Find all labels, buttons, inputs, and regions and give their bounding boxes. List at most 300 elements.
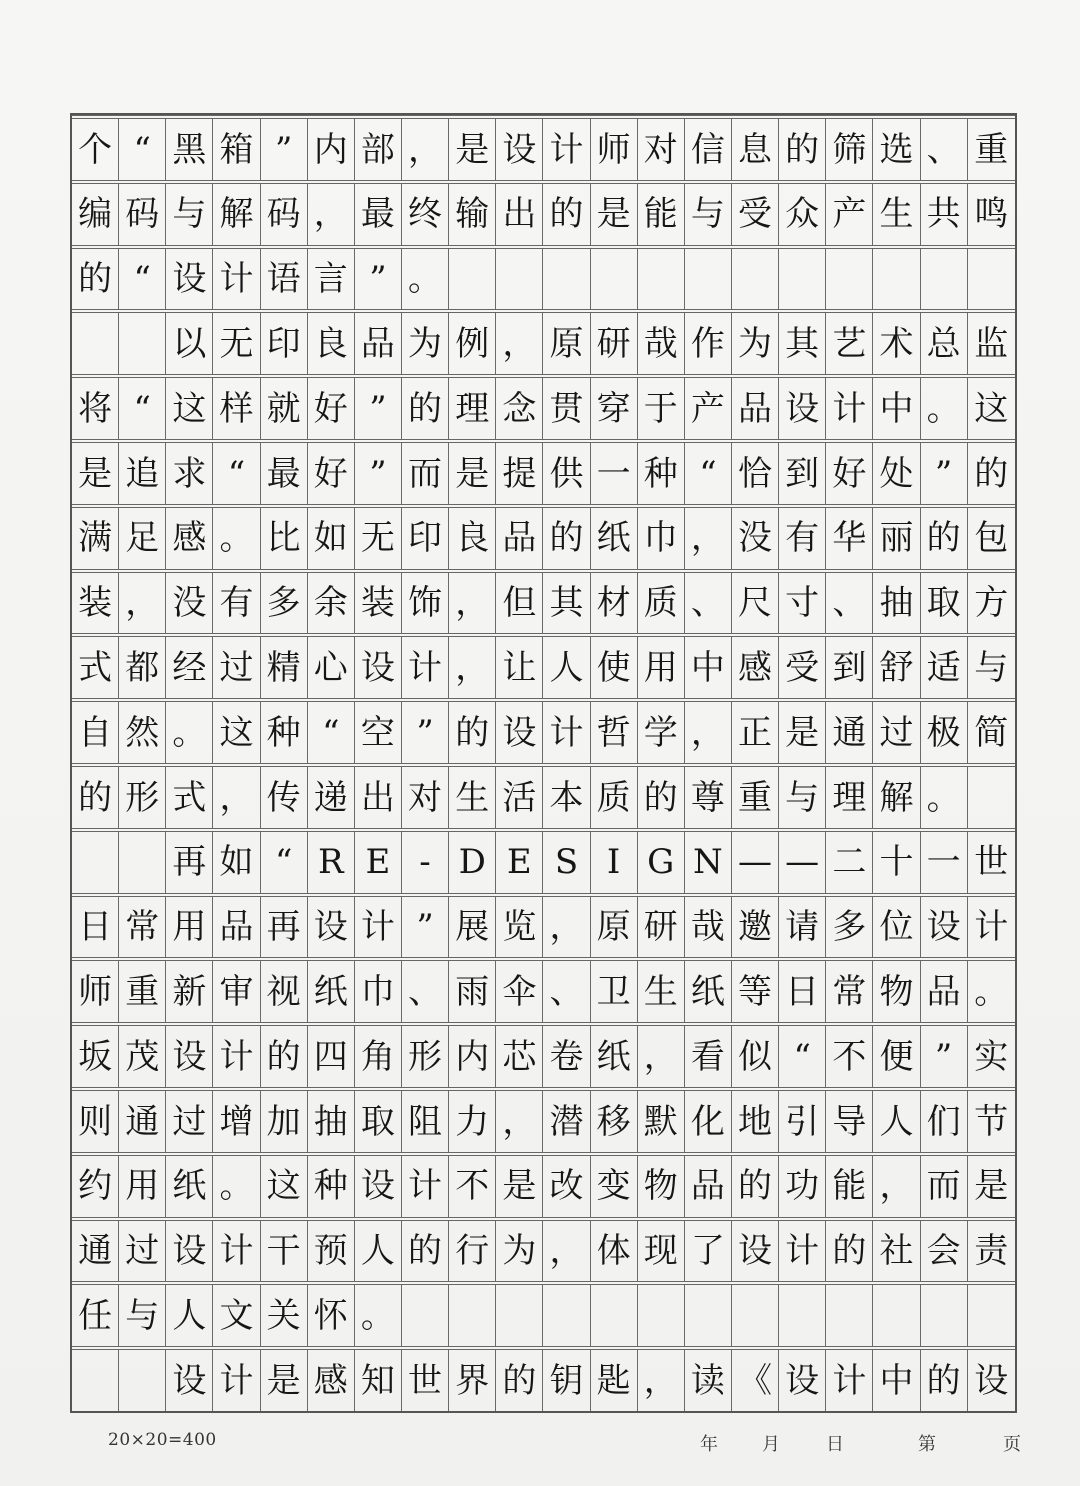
grid-cell: I	[591, 832, 638, 893]
grid-cell: 没	[732, 508, 779, 569]
grid-cell: 的	[826, 1221, 873, 1282]
grid-cell: 二	[826, 832, 873, 893]
grid-cell: ”	[402, 702, 449, 763]
grid-cell: 好	[826, 443, 873, 504]
grid-cell: S	[543, 832, 590, 893]
grid-cell: 心	[308, 637, 355, 698]
grid-cell	[119, 1350, 166, 1411]
grid-cell: 于	[638, 378, 685, 439]
grid-cell: 的	[543, 184, 590, 245]
grid-cell: 干	[261, 1221, 308, 1282]
grid-cell: 邀	[732, 897, 779, 958]
grid-cell: 信	[685, 119, 732, 180]
grid-cell: 哉	[638, 313, 685, 374]
grid-cell: 。	[921, 767, 968, 828]
grid-cell: 、	[543, 961, 590, 1022]
grid-cell: 为	[732, 313, 779, 374]
grid-cell: 研	[638, 897, 685, 958]
grid-cell: 设	[496, 119, 543, 180]
grid-row	[72, 763, 1015, 828]
grid-cell: 体	[591, 1221, 638, 1282]
grid-cell: 感	[308, 1350, 355, 1411]
row-cells	[72, 1091, 1015, 1152]
grid-cell: ，	[402, 119, 449, 180]
grid-cell: 术	[873, 313, 920, 374]
grid-cell: 抽	[873, 573, 920, 634]
grid-cell: 装	[355, 573, 402, 634]
grid-cell	[638, 249, 685, 310]
grid-cell	[921, 1285, 968, 1346]
grid-cell: 恰	[732, 443, 779, 504]
grid-cell: 良	[449, 508, 496, 569]
grid-cell: 饰	[402, 573, 449, 634]
grid-row	[72, 893, 1015, 958]
grid-cell: 取	[921, 573, 968, 634]
grid-cell: 计	[402, 637, 449, 698]
grid-cell: 是	[591, 184, 638, 245]
grid-cell: 良	[308, 313, 355, 374]
grid-cell: 产	[685, 378, 732, 439]
grid-cell: 再	[166, 832, 213, 893]
grid-cell: ，	[308, 184, 355, 245]
grid-cell: 言	[308, 249, 355, 310]
grid-cell: 出	[355, 767, 402, 828]
grid-cell: 设	[166, 249, 213, 310]
grid-cell: ”	[355, 249, 402, 310]
grid-cell: 内	[449, 1026, 496, 1087]
grid-cell: 感	[166, 508, 213, 569]
grid-cell: 如	[308, 508, 355, 569]
grid-cell: 其	[779, 313, 826, 374]
grid-cell: 本	[543, 767, 590, 828]
grid-cell: 节	[974, 1101, 1009, 1142]
grid-cell: 筛	[826, 119, 873, 180]
grid-cell: 审	[213, 961, 260, 1022]
grid-cell: 质	[638, 573, 685, 634]
grid-cell: 没	[166, 573, 213, 634]
grid-cell: ，	[213, 767, 260, 828]
grid-cell: 都	[119, 637, 166, 698]
grid-cell: 四	[308, 1026, 355, 1087]
grid-cell: 形	[402, 1026, 449, 1087]
grid-cell	[543, 249, 590, 310]
grid-cell: 最	[261, 443, 308, 504]
grid-cell: 递	[308, 767, 355, 828]
grid-cell: 纸	[308, 961, 355, 1022]
grid-cell: 产	[826, 184, 873, 245]
grid-cell: 比	[261, 508, 308, 569]
grid-cell: 设	[496, 702, 543, 763]
grid-cell	[72, 1350, 119, 1411]
grid-cell: 这	[974, 388, 1009, 429]
grid-cell: 方	[974, 583, 1009, 624]
grid-cell	[968, 249, 1015, 310]
grid-cell: 师	[591, 119, 638, 180]
grid-row	[72, 374, 1015, 439]
grid-cell: 这	[166, 378, 213, 439]
grid-count-label: 20×20=400	[108, 1430, 217, 1450]
grid-cell: 以	[166, 313, 213, 374]
grid-cell: R	[308, 832, 355, 893]
grid-cell: 有	[213, 573, 260, 634]
grid-cell: 约	[72, 1156, 119, 1217]
grid-cell: 是	[779, 702, 826, 763]
grid-cell: 通	[119, 1091, 166, 1152]
grid-cell: 多	[261, 573, 308, 634]
grid-cell: 看	[685, 1026, 732, 1087]
grid-cell: 这	[261, 1156, 308, 1217]
grid-cell: 的	[732, 1156, 779, 1217]
grid-cell: ，	[638, 1026, 685, 1087]
grid-cell: 足	[119, 508, 166, 569]
grid-cell: 一	[591, 443, 638, 504]
grid-cell: 印	[261, 313, 308, 374]
grid-cell: 将	[72, 378, 119, 439]
grid-cell: 现	[638, 1221, 685, 1282]
grid-cell: 。	[402, 249, 449, 310]
grid-cell: 好	[308, 443, 355, 504]
grid-cell: 品	[685, 1156, 732, 1217]
grid-cell: 的	[261, 1026, 308, 1087]
row-cells	[72, 1221, 1015, 1282]
grid-cell: 。	[355, 1285, 402, 1346]
grid-cell: 。	[166, 702, 213, 763]
grid-cell: 适	[921, 637, 968, 698]
grid-cell: 的	[402, 1221, 449, 1282]
grid-cell: 质	[591, 767, 638, 828]
grid-cell: 移	[591, 1091, 638, 1152]
grid-cell: “	[119, 119, 166, 180]
grid-cell: 人	[873, 1091, 920, 1152]
grid-cell: 不	[449, 1156, 496, 1217]
grid-cell: 是	[449, 119, 496, 180]
grid-cell: 纸	[166, 1156, 213, 1217]
grid-cell: 角	[355, 1026, 402, 1087]
grid-cell: 通	[826, 702, 873, 763]
grid-cell: 的	[779, 119, 826, 180]
grid-cell: 《	[732, 1350, 779, 1411]
grid-cell: 这	[213, 702, 260, 763]
grid-cell: 经	[166, 637, 213, 698]
grid-cell: 就	[261, 378, 308, 439]
grid-cell: 计	[826, 378, 873, 439]
grid-cell: 重	[732, 767, 779, 828]
grid-cell: 知	[355, 1350, 402, 1411]
grid-cell: 再	[261, 897, 308, 958]
grid-cell	[543, 1285, 590, 1346]
grid-cell: 阻	[402, 1091, 449, 1152]
grid-cell: 尺	[732, 573, 779, 634]
grid-row	[72, 1217, 1015, 1282]
grid-cell: 极	[921, 702, 968, 763]
grid-cell: 无	[213, 313, 260, 374]
grid-row	[72, 1152, 1015, 1217]
grid-cell: 雨	[449, 961, 496, 1022]
grid-cell	[638, 1285, 685, 1346]
grid-cell	[72, 832, 119, 893]
grid-cell: 伞	[496, 961, 543, 1022]
grid-cell: ，	[638, 1350, 685, 1411]
grid-cell: 力	[449, 1091, 496, 1152]
grid-row	[72, 245, 1015, 310]
grid-cell: 导	[826, 1091, 873, 1152]
grid-cell	[921, 249, 968, 310]
grid-cell: 解	[873, 767, 920, 828]
grid-cell: E	[355, 832, 402, 893]
grid-cell	[685, 1285, 732, 1346]
grid-cell: D	[449, 832, 496, 893]
grid-cell: 其	[543, 573, 590, 634]
grid-cell: G	[638, 832, 685, 893]
grid-cell: 巾	[638, 508, 685, 569]
grid-row	[72, 633, 1015, 698]
grid-cell: 改	[543, 1156, 590, 1217]
grid-row	[72, 698, 1015, 763]
grid-cell: 哉	[685, 897, 732, 958]
grid-cell: ”	[921, 443, 968, 504]
grid-cell: 计	[213, 1350, 260, 1411]
grid-cell: 过	[119, 1221, 166, 1282]
grid-cell	[119, 313, 166, 374]
grid-cell: 人	[355, 1221, 402, 1282]
grid-cell: 丽	[873, 508, 920, 569]
row-cells	[72, 1350, 1015, 1411]
grid-cell: 包	[974, 518, 1009, 559]
grid-cell: “	[119, 378, 166, 439]
grid-cell: 贯	[543, 378, 590, 439]
grid-cell: ，	[496, 1091, 543, 1152]
grid-cell: 加	[261, 1091, 308, 1152]
grid-cell: 则	[72, 1091, 119, 1152]
grid-cell: N	[685, 832, 732, 893]
grid-cell: 品	[213, 897, 260, 958]
grid-cell: 、	[685, 573, 732, 634]
grid-cell: 计	[213, 1026, 260, 1087]
grid-row	[72, 180, 1015, 245]
grid-cell: 满	[72, 508, 119, 569]
footer-month-label: 月	[762, 1434, 780, 1455]
grid-cell: 码	[119, 184, 166, 245]
grid-cell: 总	[921, 313, 968, 374]
grid-cell: 人	[166, 1285, 213, 1346]
grid-cell: 为	[402, 313, 449, 374]
grid-cell: 选	[873, 119, 920, 180]
grid-cell: 原	[591, 897, 638, 958]
grid-cell: 的	[974, 453, 1009, 494]
grid-row	[72, 828, 1015, 893]
grid-cell	[732, 249, 779, 310]
grid-cell: 如	[213, 832, 260, 893]
grid-cell: 增	[213, 1091, 260, 1152]
grid-cell: 自	[72, 702, 119, 763]
grid-cell: 纸	[591, 1026, 638, 1087]
grid-cell: ，	[873, 1156, 920, 1217]
grid-row	[72, 309, 1015, 374]
grid-cell: 例	[449, 313, 496, 374]
grid-cell: “	[119, 249, 166, 310]
grid-cell: 。	[921, 378, 968, 439]
grid-cell: 舒	[873, 637, 920, 698]
grid-cell: 受	[732, 184, 779, 245]
grid-cell: 出	[496, 184, 543, 245]
grid-cell: 实	[974, 1036, 1009, 1077]
grid-cell: 到	[826, 637, 873, 698]
grid-cell: 匙	[591, 1350, 638, 1411]
grid-cell: 通	[72, 1221, 119, 1282]
grid-cell: 理	[449, 378, 496, 439]
row-cells	[72, 637, 1015, 698]
grid-cell: ”	[261, 119, 308, 180]
row-cells	[72, 573, 1015, 634]
grid-cell: 。	[213, 1156, 260, 1217]
grid-cell: 研	[591, 313, 638, 374]
grid-cell: 任	[72, 1285, 119, 1346]
grid-cell: 的	[638, 767, 685, 828]
grid-cell: 等	[732, 961, 779, 1022]
grid-cell: 设	[166, 1026, 213, 1087]
grid-cell: 鸣	[974, 194, 1009, 235]
grid-cell	[826, 1285, 873, 1346]
grid-cell: 会	[921, 1221, 968, 1282]
grid-cell: 学	[638, 702, 685, 763]
grid-cell: 茂	[119, 1026, 166, 1087]
grid-cell: ，	[543, 897, 590, 958]
grid-cell: “	[261, 832, 308, 893]
grid-cell: 精	[261, 637, 308, 698]
grid-cell: 为	[496, 1221, 543, 1282]
grid-cell: 怀	[308, 1285, 355, 1346]
grid-cell: 设	[355, 1156, 402, 1217]
grid-cell: 功	[779, 1156, 826, 1217]
grid-cell	[591, 249, 638, 310]
grid-cell: 箱	[213, 119, 260, 180]
grid-cell: ，	[496, 313, 543, 374]
grid-cell: ，	[449, 573, 496, 634]
grid-cell: 的	[543, 508, 590, 569]
grid-cell: 理	[826, 767, 873, 828]
grid-row	[72, 1022, 1015, 1087]
grid-cell: 潜	[543, 1091, 590, 1152]
grid-cell	[119, 832, 166, 893]
grid-cell: 与	[166, 184, 213, 245]
grid-cell: 、	[826, 573, 873, 634]
grid-cell	[732, 1285, 779, 1346]
grid-cell: 是	[449, 443, 496, 504]
grid-cell: 计	[543, 702, 590, 763]
grid-cell: 形	[119, 767, 166, 828]
grid-cell: 设	[732, 1221, 779, 1282]
grid-cell: 生	[449, 767, 496, 828]
grid-cell: 巾	[355, 961, 402, 1022]
grid-cell: 默	[638, 1091, 685, 1152]
grid-cell	[968, 767, 1015, 828]
grid-cell: 化	[685, 1091, 732, 1152]
row-cells	[72, 119, 1015, 180]
grid-cell: 人	[543, 637, 590, 698]
grid-cell: 们	[921, 1091, 968, 1152]
grid-cell	[826, 249, 873, 310]
grid-cell: 部	[355, 119, 402, 180]
grid-cell: 位	[873, 897, 920, 958]
grid-cell: 语	[261, 249, 308, 310]
grid-cell: 物	[873, 961, 920, 1022]
grid-cell: 与	[119, 1285, 166, 1346]
grid-cell	[402, 1285, 449, 1346]
grid-cell: 材	[591, 573, 638, 634]
grid-cell: 计	[826, 1350, 873, 1411]
grid-cell: 常	[826, 961, 873, 1022]
grid-cell: 、	[921, 119, 968, 180]
footer-page-suffix: 页	[1003, 1434, 1021, 1455]
row-cells	[72, 897, 1015, 958]
grid-cell: 日	[72, 897, 119, 958]
grid-cell: 设	[166, 1350, 213, 1411]
grid-cell: 的	[449, 702, 496, 763]
row-cells	[72, 1156, 1015, 1217]
grid-cell: 然	[119, 702, 166, 763]
grid-cell: 能	[638, 184, 685, 245]
grid-cell: 的	[72, 767, 119, 828]
grid-cell: 正	[732, 702, 779, 763]
grid-cell	[779, 1285, 826, 1346]
grid-cell: 而	[402, 443, 449, 504]
row-cells	[72, 767, 1015, 828]
row-cells	[72, 961, 1015, 1022]
grid-cell: 设	[308, 897, 355, 958]
grid-cell: “	[213, 443, 260, 504]
grid-row	[72, 957, 1015, 1022]
grid-cell: 读	[685, 1350, 732, 1411]
grid-cell: 抽	[308, 1091, 355, 1152]
grid-cell: 种	[261, 702, 308, 763]
grid-cell: 终	[402, 184, 449, 245]
grid-cell: 好	[308, 378, 355, 439]
grid-cell: ，	[449, 637, 496, 698]
grid-cell: 种	[638, 443, 685, 504]
footer-page-prefix: 第	[918, 1434, 936, 1455]
grid-cell: ，	[543, 1221, 590, 1282]
grid-cell: 钥	[543, 1350, 590, 1411]
grid-cell: 原	[543, 313, 590, 374]
row-cells	[72, 1285, 1015, 1346]
row-cells	[72, 832, 1015, 893]
grid-cell: 息	[732, 119, 779, 180]
grid-cell: 卷	[543, 1026, 590, 1087]
grid-cell: 计	[213, 1221, 260, 1282]
grid-cell: -	[402, 832, 449, 893]
grid-cell: 设	[355, 637, 402, 698]
grid-cell: 计	[543, 119, 590, 180]
grid-cell: 坂	[72, 1026, 119, 1087]
grid-cell: 世	[974, 842, 1009, 883]
grid-cell: 了	[685, 1221, 732, 1282]
grid-cell: 计	[779, 1221, 826, 1282]
grid-cell: 是	[261, 1350, 308, 1411]
grid-cell: 式	[72, 637, 119, 698]
grid-row	[72, 569, 1015, 634]
grid-cell: 对	[402, 767, 449, 828]
grid-cell	[873, 249, 920, 310]
grid-cell: 用	[119, 1156, 166, 1217]
manuscript-grid	[70, 113, 1017, 1413]
grid-cell: 一	[921, 832, 968, 893]
grid-cell: 念	[496, 378, 543, 439]
grid-cell	[779, 249, 826, 310]
grid-cell: 是	[974, 1166, 1009, 1207]
grid-row	[72, 1346, 1015, 1411]
grid-cell: 计	[974, 907, 1009, 948]
grid-cell: 文	[213, 1285, 260, 1346]
